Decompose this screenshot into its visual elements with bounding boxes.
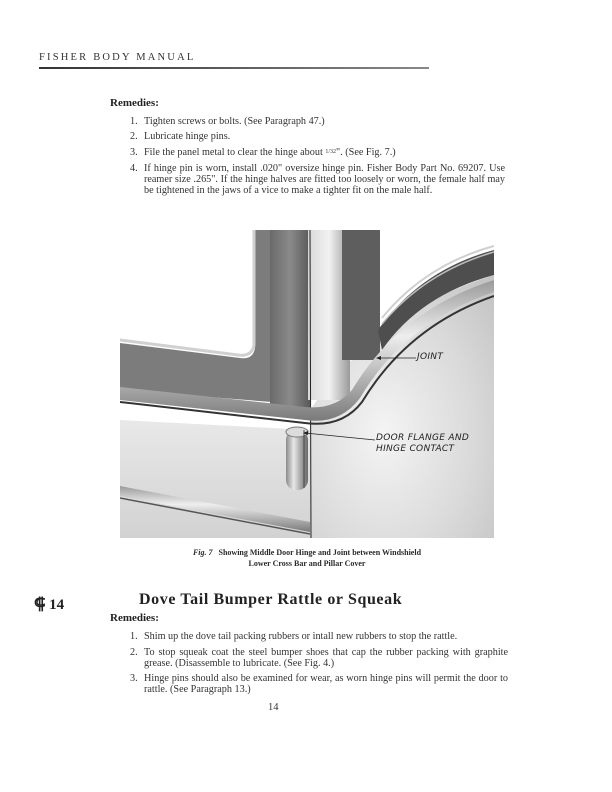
- list-number: 4.: [130, 163, 138, 174]
- list-number: 3.: [130, 673, 138, 684]
- list-number: 3.: [130, 147, 138, 158]
- section-title: Dove Tail Bumper Rattle or Squeak: [139, 591, 403, 608]
- figure-7-illustration: [120, 230, 494, 538]
- running-head: FISHER BODY MANUAL: [39, 52, 196, 63]
- list-text: Lubricate hinge pins.: [144, 131, 231, 142]
- fraction: 1/32: [325, 149, 337, 155]
- section-number-text: 14: [49, 597, 65, 613]
- page-number: 14: [268, 702, 279, 713]
- list-text: To stop squeak coat the steel bumper shoes that cap the rubber packing with graphite grease. (Disassemble to lubricate. (See Fig. 4.): [144, 647, 508, 670]
- callout-door-flange-line2: HINGE CONTACT: [376, 444, 455, 454]
- list-text: Shim up the dove tail packing rubbers or intall new rubbers to stop the rattle.: [144, 631, 458, 642]
- callout-door-flange-line1: DOOR FLANGE AND: [376, 433, 470, 443]
- remedies-heading: Remedies:: [110, 612, 159, 624]
- list-number: 2.: [130, 647, 138, 658]
- header-rule: [39, 67, 429, 69]
- list-text: Tighten screws or bolts. (See Paragraph 47.): [144, 116, 325, 127]
- caption-line-2: Lower Cross Bar and Pillar Cover: [248, 559, 366, 568]
- caption-text: Showing Middle Door Hinge and Joint between Windshield: [218, 548, 422, 557]
- door-hinge-drawing: [120, 230, 494, 538]
- list-text-part: ". (See Fig. 7.): [336, 147, 396, 158]
- callout-joint: JOINT: [417, 352, 444, 362]
- figure-caption: [120, 547, 494, 569]
- list-text: If hinge pin is worn, install .020" oversize hinge pin. Fisher Body Part No. 69207. Use reamer size .265". If the hinge halves are fitted too loosely or worn, the female half may be tightened in the jaws of a vice to make a tighter fit on the male half.: [144, 163, 505, 197]
- list-text: [144, 147, 510, 158]
- caption-line-1: [120, 547, 494, 558]
- list-number: 1.: [130, 116, 138, 127]
- list-number: 2.: [130, 131, 138, 142]
- paragraph-mark-icon: ⸿: [34, 596, 46, 613]
- remedies-heading: Remedies:: [110, 97, 159, 109]
- section-number: [34, 592, 64, 614]
- list-text-part: File the panel metal to clear the hinge about: [144, 147, 326, 158]
- caption-fig-label: Fig. 7: [192, 548, 213, 557]
- list-text: Hinge pins should also be examined for wear, as worn hinge pins will permit the door to rattle. (See Paragraph 13.): [144, 673, 508, 696]
- list-number: 1.: [130, 631, 138, 642]
